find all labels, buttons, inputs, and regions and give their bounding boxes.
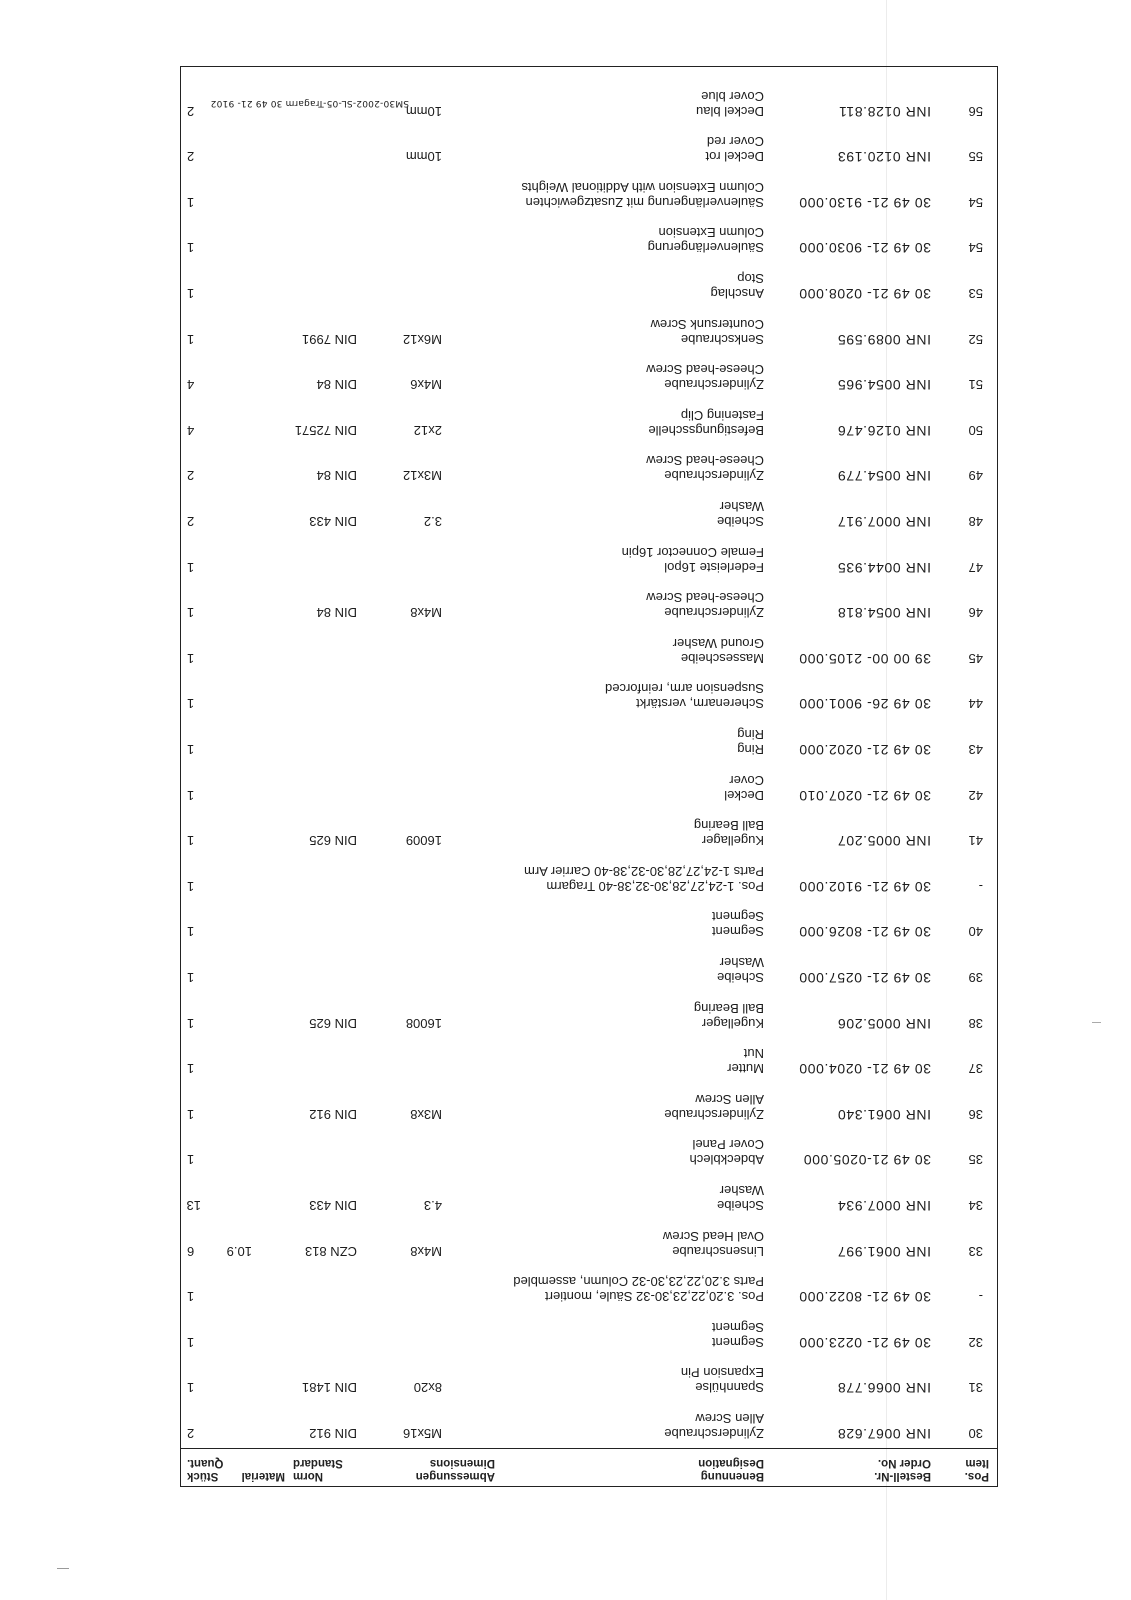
row-order-no: INR 0066.778 <box>837 1380 931 1397</box>
designation-german: Spannhülse <box>695 1380 764 1396</box>
header-designation: Benennung Designation <box>698 1457 764 1482</box>
row-order-no: 30 49 21- 8022.000 <box>798 1289 931 1306</box>
designation-german: Linsenschraube <box>672 1243 764 1259</box>
row-order-no: INR 0067.628 <box>837 1426 931 1442</box>
row-dimensions: 4.3 <box>423 1198 442 1213</box>
row-dimensions: M4x6 <box>410 377 442 393</box>
row-dimensions: M5x16 <box>402 1426 442 1441</box>
row-order-no: INR 0061.997 <box>837 1243 931 1260</box>
row-dimensions: M4x8 <box>410 605 442 621</box>
row-quantity: 1 <box>187 878 195 894</box>
row-designation <box>712 909 764 939</box>
row-dimensions: M4x8 <box>410 1243 442 1259</box>
row-order-no: INR 0061.340 <box>837 1106 931 1123</box>
table-row <box>181 1403 997 1449</box>
designation-english: Ball Bearing <box>693 818 764 834</box>
header-order-no: Bestell-Nr. Order No. <box>874 1457 931 1482</box>
designation-english: Ground Washer <box>672 635 764 651</box>
table-row <box>181 1084 997 1130</box>
row-pos: - <box>978 878 983 894</box>
designation-german: Zylinderschraube <box>664 1106 764 1122</box>
row-designation <box>690 1137 764 1167</box>
row-order-no: 30 49 21- 9130.000 <box>798 194 931 211</box>
table-row <box>181 218 997 264</box>
table-row <box>181 491 997 537</box>
row-norm: DIN 84 <box>316 377 357 393</box>
row-pos: 40 <box>968 924 983 940</box>
row-quantity: 1 <box>187 331 195 347</box>
row-norm: DIN 84 <box>316 605 357 621</box>
designation-english: Nut <box>743 1046 764 1062</box>
row-designation <box>646 362 764 392</box>
row-pos: 55 <box>968 149 983 165</box>
row-pos: 54 <box>968 240 983 256</box>
designation-german: Mutter <box>727 1061 764 1077</box>
row-dimensions: 10mm <box>405 149 442 165</box>
row-designation <box>651 317 764 347</box>
row-dimensions: 16008 <box>405 1015 442 1031</box>
designation-english: Parts 1-24,27,28,30-32,38-40 Carrier Arm <box>524 863 764 879</box>
table-row <box>181 856 997 902</box>
header-quantity: Stück Quant. <box>187 1457 224 1482</box>
row-quantity: 6 <box>187 1243 195 1259</box>
row-quantity: 1 <box>187 742 195 757</box>
designation-english: Cover blue <box>701 88 764 104</box>
table-row <box>181 355 997 401</box>
designation-german: Scherenarm, verstärkt <box>636 696 764 712</box>
row-quantity: 1 <box>187 559 195 575</box>
designation-english: Segment <box>711 1319 764 1335</box>
row-order-no: INR 0007.934 <box>837 1198 931 1214</box>
table-row <box>181 263 997 309</box>
row-pos: 49 <box>968 468 983 484</box>
row-designation <box>681 1365 764 1395</box>
row-dimensions: 10mm <box>405 103 442 119</box>
row-designation <box>648 408 764 438</box>
row-pos: 33 <box>968 1243 983 1259</box>
row-pos: 45 <box>968 650 983 666</box>
designation-english: Cheese-head Screw <box>646 362 764 378</box>
row-quantity: 1 <box>187 970 195 985</box>
row-designation <box>717 1183 764 1213</box>
row-quantity: 1 <box>187 240 195 256</box>
row-dimensions: 2x12 <box>413 422 442 438</box>
table-header <box>181 1448 997 1486</box>
table-row <box>181 1267 997 1313</box>
table-row <box>181 1175 997 1221</box>
row-designation <box>646 590 764 620</box>
row-quantity: 1 <box>187 650 195 666</box>
row-pos: 36 <box>968 1106 983 1122</box>
row-pos: 39 <box>968 970 983 985</box>
row-order-no: INR 0054.818 <box>837 605 931 622</box>
row-quantity: 1 <box>187 1380 195 1396</box>
row-dimensions: M3x12 <box>402 468 442 484</box>
designation-english: Countersunk Screw <box>650 316 764 332</box>
row-designation <box>724 773 764 803</box>
row-order-no: 30 49 21- 0204.000 <box>798 1061 931 1078</box>
row-designation <box>673 636 764 666</box>
row-norm: CZN 813 <box>304 1243 357 1259</box>
designation-german: Scheibe <box>717 514 764 529</box>
row-designation <box>694 1001 764 1031</box>
row-pos: - <box>978 1289 983 1305</box>
row-order-no: 30 49 21- 0223.000 <box>798 1334 931 1351</box>
designation-english: Stop <box>737 271 764 286</box>
row-pos: 50 <box>968 422 983 438</box>
designation-english: Cover red <box>706 134 764 150</box>
row-quantity: 1 <box>187 1289 195 1305</box>
designation-german: Abdeckblech <box>689 1152 764 1168</box>
designation-german: Pos. 3.20,22,23,30-32 Säule, montiert <box>545 1289 764 1305</box>
row-pos: 43 <box>968 742 983 757</box>
designation-english: Parts 3.20,22,23,30-32 Column, assembled <box>513 1274 764 1290</box>
designation-german: Scheibe <box>717 970 764 985</box>
designation-german: Zylinderschraube <box>664 1426 764 1441</box>
designation-english: Column Extension <box>658 225 764 241</box>
table-row <box>181 400 997 446</box>
designation-english: Fastening Clip <box>680 407 764 423</box>
designation-german: Befestigungsschelle <box>648 422 764 438</box>
row-quantity: 4 <box>187 377 195 393</box>
designation-english: Segment <box>711 909 764 925</box>
designation-german: Pos. 1-24,27,28,30-32,38-40 Tragarm <box>546 878 764 894</box>
row-designation <box>605 681 764 711</box>
row-pos: 47 <box>968 559 983 575</box>
designation-german: Federleiste 16pol <box>664 559 764 575</box>
header-pos: Pos. Item <box>964 1457 989 1482</box>
row-norm: DIN 625 <box>309 1015 357 1031</box>
table-row <box>181 811 997 857</box>
row-pos: 30 <box>968 1426 983 1441</box>
row-pos: 37 <box>968 1061 983 1077</box>
designation-english: Cheese-head Screw <box>646 453 764 469</box>
row-material: 10.9 <box>226 1243 252 1259</box>
row-designation <box>648 225 764 255</box>
row-pos: 46 <box>968 605 983 621</box>
row-designation <box>524 864 764 894</box>
row-order-no: INR 0126.476 <box>837 422 931 439</box>
designation-english: Cover Panel <box>692 1137 764 1153</box>
row-quantity: 2 <box>187 103 195 119</box>
row-dimensions: 3.2 <box>423 514 442 529</box>
row-designation <box>727 1046 764 1076</box>
row-order-no: 30 49 21- 0208.000 <box>798 286 931 302</box>
row-quantity: 2 <box>187 149 195 165</box>
row-order-no: INR 0120.193 <box>837 149 931 166</box>
table-row <box>181 1039 997 1085</box>
row-designation <box>696 89 764 119</box>
row-quantity: 1 <box>187 1061 195 1077</box>
row-designation <box>521 180 764 210</box>
row-norm: DIN 72571 <box>294 422 357 438</box>
designation-german: Deckel blau <box>696 103 764 119</box>
row-order-no: INR 0128.811 <box>838 103 931 120</box>
designation-english: Washer <box>719 1183 764 1198</box>
header-material: Material <box>241 1470 285 1482</box>
header-dimensions: Abmessungen Dimensions <box>415 1457 495 1482</box>
row-pos: 34 <box>968 1198 983 1213</box>
designation-german: Zylinderschraube <box>664 377 764 393</box>
header-norm: Norm Standard <box>293 1457 343 1482</box>
table-row <box>181 1221 997 1267</box>
row-order-no: INR 0005.206 <box>837 1015 931 1032</box>
designation-english: Expansion Pin <box>680 1365 764 1381</box>
table-row <box>181 765 997 811</box>
table-row <box>181 583 997 629</box>
row-order-no: 30 49 21- 0207.010 <box>798 787 931 804</box>
row-designation <box>705 134 764 164</box>
row-designation <box>664 1092 764 1122</box>
scan-speck <box>1092 1022 1101 1023</box>
row-pos: 32 <box>968 1334 983 1350</box>
table-row <box>181 902 997 948</box>
row-pos: 52 <box>968 331 983 347</box>
designation-english: Suspension arm, reinforced <box>605 681 764 697</box>
row-order-no: INR 0007.917 <box>837 514 931 530</box>
designation-german: Segment <box>711 924 764 940</box>
row-designation <box>664 1411 764 1441</box>
row-pos: 54 <box>968 194 983 210</box>
designation-english: Cheese-head Screw <box>646 590 764 606</box>
row-quantity: 1 <box>187 1152 195 1168</box>
table-row <box>181 1358 997 1404</box>
table-row <box>181 1130 997 1176</box>
row-order-no: INR 0044.935 <box>837 559 931 576</box>
row-designation <box>513 1274 764 1304</box>
table-row <box>181 537 997 583</box>
row-pos: 31 <box>968 1380 983 1396</box>
row-norm: DIN 912 <box>309 1426 357 1441</box>
row-designation <box>717 499 764 529</box>
row-quantity: 2 <box>187 1426 195 1441</box>
designation-german: Zylinderschraube <box>664 468 764 484</box>
row-pos: 35 <box>968 1152 983 1168</box>
row-quantity: 1 <box>187 605 195 621</box>
designation-german: Zylinderschraube <box>664 605 764 621</box>
row-pos: 38 <box>968 1015 983 1031</box>
designation-german: Deckel <box>724 787 764 803</box>
document-reference: SM30-2002-SL-05-Tragarm 30 49 21- 9102 <box>210 98 409 108</box>
designation-german: Deckel rot <box>705 149 764 165</box>
table-row <box>181 172 997 218</box>
row-quantity: 2 <box>187 514 195 529</box>
row-pos: 41 <box>968 833 983 849</box>
row-order-no: 30 49 21- 9030.000 <box>798 240 931 257</box>
designation-english: Cover <box>729 772 764 788</box>
parts-list-table <box>180 66 998 1487</box>
row-order-no: INR 0054.965 <box>837 377 931 394</box>
row-pos: 48 <box>968 514 983 529</box>
designation-german: Ring <box>737 742 764 757</box>
designation-german: Senkschraube <box>680 331 764 347</box>
designation-german: Säulenverlängerung <box>647 240 764 256</box>
row-designation <box>622 545 764 575</box>
row-order-no: 30 49 21- 0257.000 <box>798 970 931 986</box>
row-order-no: 30 49 21- 8026.000 <box>798 924 931 941</box>
designation-german: Kugellager <box>701 833 764 849</box>
row-norm: DIN 433 <box>309 1198 357 1213</box>
row-norm: DIN 912 <box>309 1106 357 1122</box>
designation-german: Scheibe <box>717 1198 764 1213</box>
row-designation <box>711 271 764 301</box>
row-quantity: 1 <box>187 194 195 210</box>
row-dimensions: M3x8 <box>410 1106 442 1122</box>
table-row <box>181 309 997 355</box>
designation-english: Female Connector 16pin <box>621 544 764 560</box>
designation-english: Column Extension with Additional Weights <box>521 179 764 195</box>
row-pos: 44 <box>968 696 983 712</box>
row-quantity: 2 <box>187 468 195 484</box>
row-quantity: 13 <box>186 1198 201 1213</box>
designation-german: Anschlag <box>710 286 764 301</box>
table-row <box>181 81 997 127</box>
scan-speck <box>57 1568 69 1569</box>
row-quantity: 1 <box>187 286 195 301</box>
designation-german: Kugellager <box>701 1015 764 1031</box>
table-row <box>181 446 997 492</box>
row-order-no: INR 0089.595 <box>837 331 931 348</box>
designation-english: Washer <box>719 499 764 514</box>
row-order-no: INR 0054.779 <box>837 468 931 485</box>
row-dimensions: 8x20 <box>413 1380 442 1396</box>
designation-english: Ball Bearing <box>693 1000 764 1016</box>
designation-german: Segment <box>711 1334 764 1350</box>
row-order-no: 39 00 00- 2105.000 <box>798 650 931 667</box>
row-order-no: 30 49 26- 9001.000 <box>798 696 931 713</box>
row-norm: DIN 625 <box>309 833 357 849</box>
row-designation <box>663 1229 764 1259</box>
table-row <box>181 993 997 1039</box>
table-row <box>181 674 997 720</box>
table-row <box>181 719 997 765</box>
row-order-no: 30 49 21-0205.000 <box>803 1152 931 1169</box>
row-pos: 51 <box>968 377 983 393</box>
row-designation <box>717 955 764 985</box>
row-quantity: 1 <box>187 833 195 849</box>
row-designation <box>712 1320 764 1350</box>
table-body <box>181 67 997 1449</box>
table-row <box>181 628 997 674</box>
row-quantity: 1 <box>187 696 195 712</box>
row-norm: DIN 7991 <box>302 331 357 347</box>
designation-english: Washer <box>719 955 764 970</box>
row-order-no: INR 0005.207 <box>837 833 931 850</box>
designation-english: Ring <box>737 727 764 742</box>
row-dimensions: 16009 <box>405 833 442 849</box>
row-quantity: 4 <box>187 422 195 438</box>
table-row <box>181 947 997 993</box>
designation-english: Allen Screw <box>695 1091 764 1107</box>
table-row <box>181 127 997 173</box>
row-designation <box>694 818 764 848</box>
row-quantity: 1 <box>187 1334 195 1350</box>
row-quantity: 1 <box>187 924 195 940</box>
row-norm: DIN 84 <box>316 468 357 484</box>
row-dimensions: M6x12 <box>402 331 442 347</box>
row-quantity: 1 <box>187 787 195 803</box>
row-designation <box>737 727 764 757</box>
row-quantity: 1 <box>187 1015 195 1031</box>
table-row <box>181 1312 997 1358</box>
row-norm: DIN 433 <box>309 514 357 529</box>
row-pos: 53 <box>968 286 983 301</box>
designation-english: Oval Head Screw <box>662 1228 764 1244</box>
row-pos: 56 <box>968 103 983 119</box>
row-pos: 42 <box>968 787 983 803</box>
designation-english: Allen Screw <box>695 1411 764 1426</box>
designation-german: Säulenverlängerung mit Zusatzgewichten <box>525 194 764 210</box>
row-quantity: 1 <box>187 1106 195 1122</box>
row-order-no: 30 49 21- 9102.000 <box>798 878 931 895</box>
row-order-no: 30 49 21- 0202.000 <box>798 742 931 758</box>
designation-german: Massescheibe <box>680 650 764 666</box>
row-designation <box>646 453 764 483</box>
row-norm: DIN 1481 <box>302 1380 357 1396</box>
